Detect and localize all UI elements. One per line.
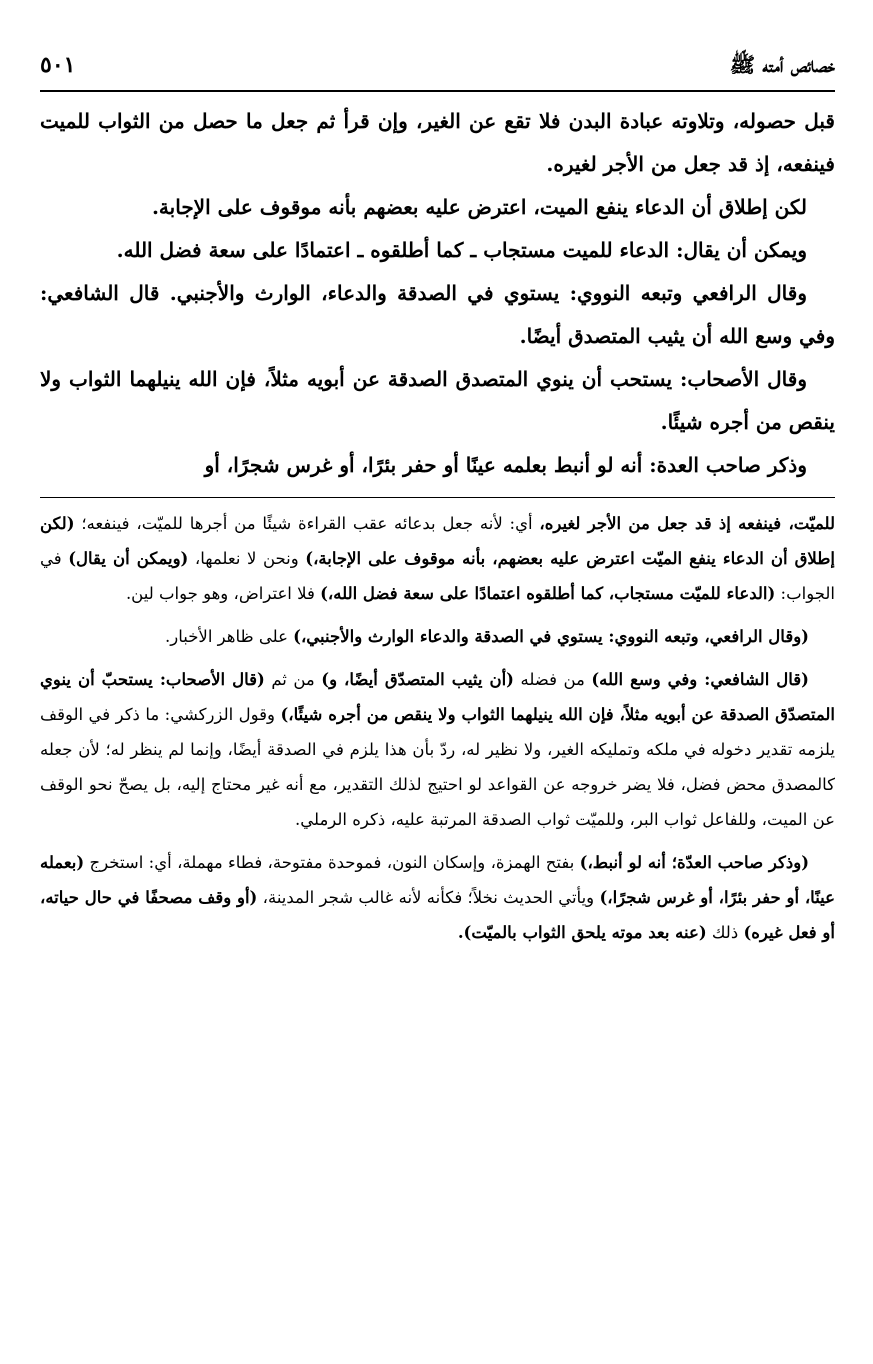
page-number: ٥٠١ xyxy=(40,52,76,78)
commentary-paragraph-2 xyxy=(40,619,835,654)
main-paragraph-4: وقال الرافعي وتبعه النووي: يستوي في الصدقة والدعاء، الوارث والأجنبي. قال الشافعي: وفي وسع الله أن يثيب المتصدق أيضًا. xyxy=(40,281,835,348)
quoted-text-segment: (أو وقف مصحفًا في حال حياته، أو فعل غيره) xyxy=(40,888,835,942)
commentary-text-segment: أي: لأنه جعل بدعائه عقب القراءة شيئًا من أجرها للميّت، فينفعه؛ xyxy=(74,514,540,533)
page xyxy=(40,52,835,958)
commentary-paragraph-4 xyxy=(40,845,835,950)
commentary-paragraph-1 xyxy=(40,506,835,611)
quoted-text-segment: (وذكر صاحب العدّة؛ أنه لو أنبط،) xyxy=(579,853,810,872)
quoted-text-segment: (قال الشافعي: وفي وسع الله) xyxy=(591,670,809,689)
main-text xyxy=(40,100,835,487)
main-paragraph-6: وذكر صاحب العدة: أنه لو أنبط بعلمه عينًا أو حفر بئرًا، أو غرس شجرًا، أو xyxy=(204,453,807,477)
quoted-text-segment: (بعمله عينًا، أو حفر بئرًا، أو غرس شجرًا،) xyxy=(40,853,835,907)
commentary-text-segment: وقول الزركشي: ما ذكر في الوقف يلزمه تقدير دخوله في ملكه وتمليكه الغير، ولا نظير له، ردّ بأن هذا يلزم في الصدقة أيضًا، وإنما لم ينظر له؛ لأن جعله كالمصدق محض فضل، فلا يضر خروجه عن القواعد لو احتيج لذلك التقدير، مع أنه غير محتاج إليه، بل يصحّ نحو الوقف عن الميت، وللفاعل ثواب البر، وللميّت ثواب الصدقة المرتبة عليه، ذكره الرملي. xyxy=(40,705,835,829)
quoted-text-segment: (وقال الرافعي، وتبعه النووي: يستوي في الصدقة والدعاء الوارث والأجنبي،) xyxy=(293,627,809,646)
running-title: خصائص أمته ﷺ xyxy=(729,52,835,77)
main-paragraph-3: ويمكن أن يقال: الدعاء للميت مستجاب ـ كما أطلقوه ـ اعتمادًا على سعة فضل الله. xyxy=(116,238,807,262)
quoted-text-segment: (ويمكن أن يقال) xyxy=(68,549,189,568)
quoted-text-segment: (لكن إطلاق أن الدعاء ينفع الميّت اعترض عليه بعضهم، بأنه موقوف على الإجابة،) xyxy=(40,514,835,568)
footnote-separator xyxy=(40,497,835,498)
page-header xyxy=(40,52,835,92)
commentary xyxy=(40,506,835,950)
commentary-text-segment: بفتح الهمزة، وإسكان النون، فموحدة مفتوحة، فطاء مهملة، أي: استخرج xyxy=(84,853,580,872)
quoted-text-segment: (قال الأصحاب: يستحبّ أن ينوي المتصدّق الصدقة عن أبويه مثلاً، فإن الله ينيلهما الثواب ولا ينقص من أجره شيئًا،) xyxy=(40,670,835,724)
commentary-text-segment: ذلك xyxy=(706,923,744,942)
commentary-text-segment: على ظاهر الأخبار. xyxy=(164,627,294,646)
commentary-paragraph-3 xyxy=(40,662,835,837)
quoted-text-segment: للميّت، فينفعه إذ قد جعل من الأجر لغيره، xyxy=(539,514,835,533)
quoted-text-segment: (عنه بعد موته يلحق الثواب بالميّت). xyxy=(457,923,707,942)
commentary-text-segment: في الجواب: xyxy=(40,549,835,603)
main-paragraph-1: قبل حصوله، وتلاوته عبادة البدن فلا تقع عن الغير، وإن قرأ ثم جعل ما حصل من الثواب للميت فينفعه، إذ قد جعل من الأجر لغيره. xyxy=(40,109,835,176)
main-paragraph-2: لكن إطلاق أن الدعاء ينفع الميت، اعترض عليه بعضهم بأنه موقوف على الإجابة. xyxy=(151,195,807,219)
commentary-text-segment: من ثم xyxy=(264,670,322,689)
commentary-text-segment: ونحن لا نعلمها، xyxy=(188,549,306,568)
quoted-text-segment: (أن يثيب المتصدّق أيضًا، و) xyxy=(321,670,514,689)
commentary-text-segment: ويأتي الحديث نخلاً؛ فكأنه لأنه غالب شجر المدينة، xyxy=(257,888,600,907)
commentary-text-segment: من فضله xyxy=(514,670,592,689)
quoted-text-segment: (الدعاء للميّت مستجاب، كما أطلقوه اعتمادًا على سعة فضل الله،) xyxy=(320,584,776,603)
commentary-text-segment: فلا اعتراض، وهو جواب لين. xyxy=(125,584,321,603)
main-paragraph-5: وقال الأصحاب: يستحب أن ينوي المتصدق الصدقة عن أبويه مثلاً، فإن الله ينيلهما الثواب ولا ينقص من أجره شيئًا. xyxy=(40,367,835,434)
